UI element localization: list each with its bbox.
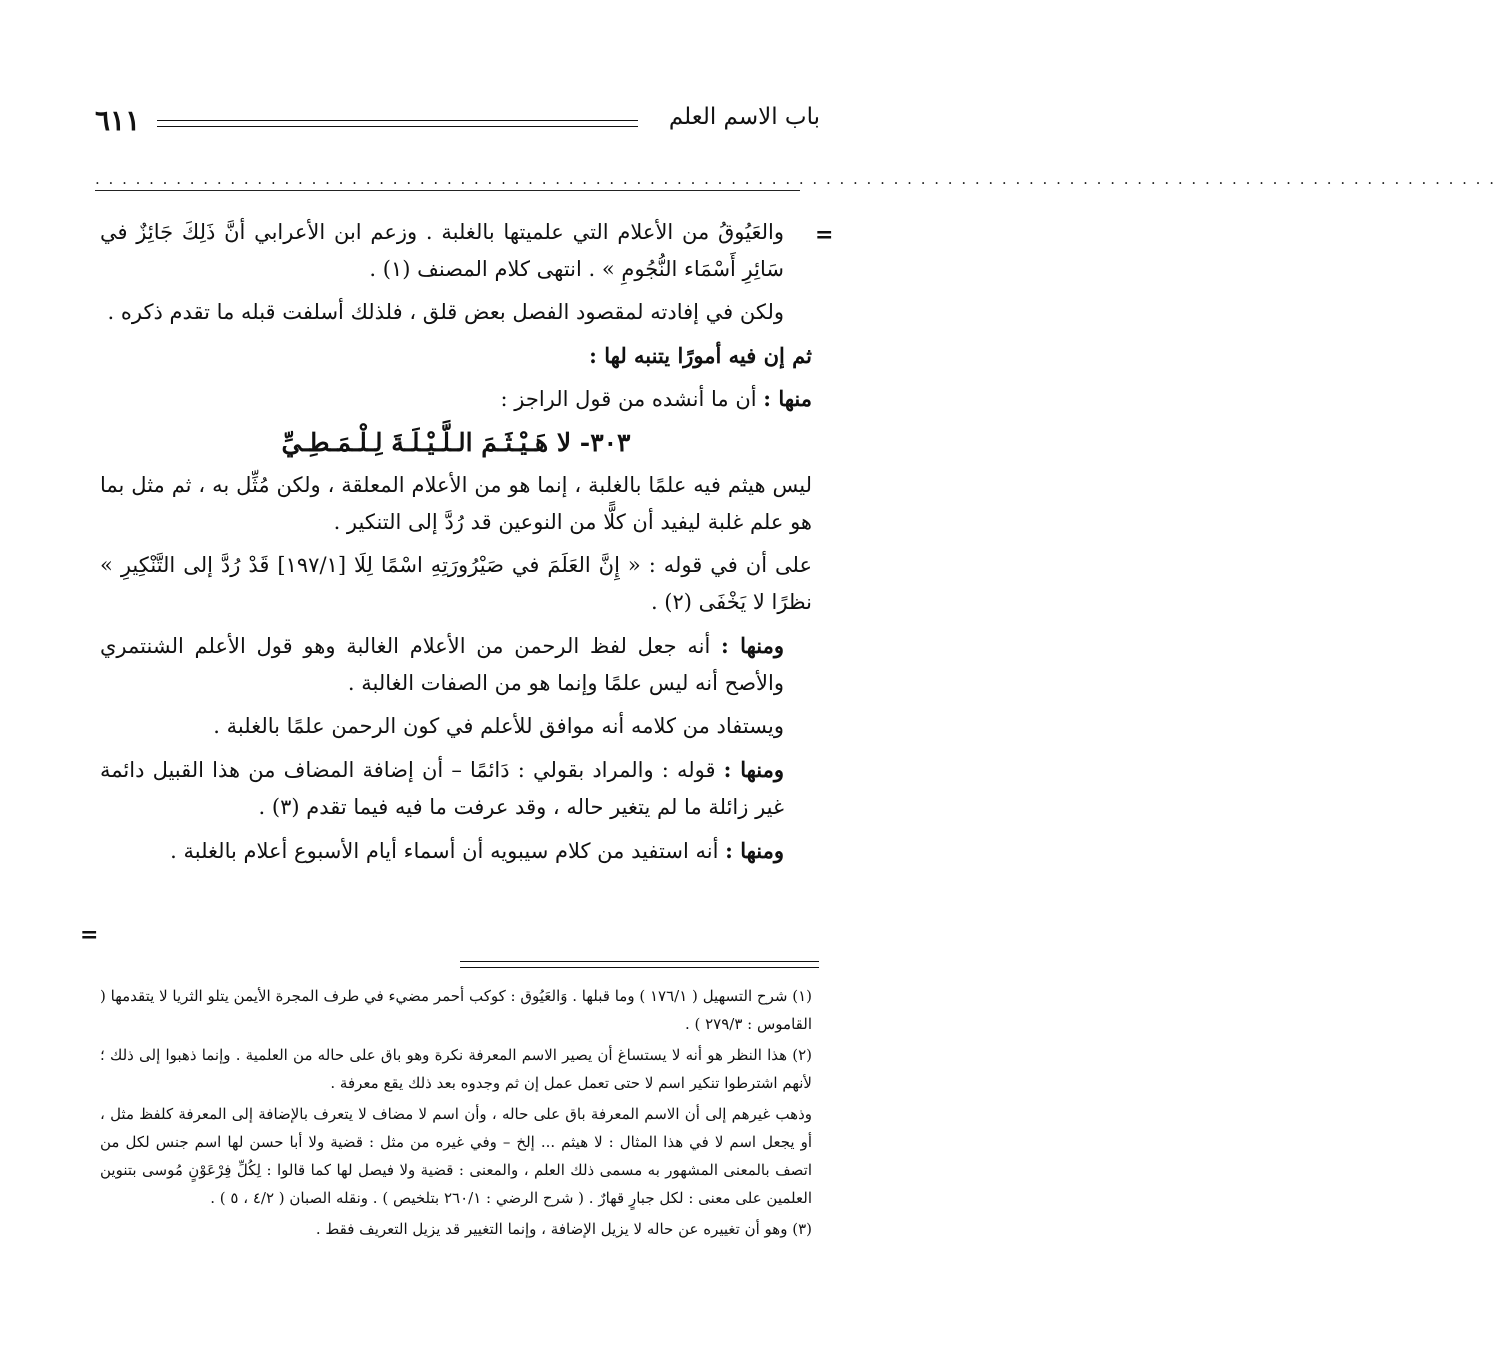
paragraph: ليس هيثم فيه علمًا بالغلبة ، إنما هو من الأعلام المعلقة ، ولكن مُثِّل به ، ثم مثل بما هو علم غلبة ليفيد أن كلًّا من النوعين قد رُدَّ إلى التنكير . xyxy=(100,473,812,534)
paragraph: على أن في قوله : « إِنَّ العَلَمَ في صَيْرُورَتِهِ اسْمًا لِلَا [١٩٧/١] قَدْ رُدَّ إلى التَّنْكِيرِ » نظرًا لا يَخْفَى (٢) . xyxy=(100,553,812,614)
main-text xyxy=(100,214,812,876)
paragraph: ويستفاد من كلامه أنه موافق للأعلم في كون الرحمن علمًا بالغلبة . xyxy=(213,714,784,738)
separator-line xyxy=(95,190,800,191)
item-label: ومنها : xyxy=(723,757,785,782)
footnotes xyxy=(100,982,812,1246)
running-header xyxy=(95,100,820,144)
paragraph xyxy=(100,751,812,826)
item-text: أنه جعل لفظ الرحمن من الأعلام الغالبة وهو قول الأعلم الشنتمري والأصح أنه ليس علمًا وإنما هو من الصفات الغالبة . xyxy=(100,634,784,695)
item-label: ومنها : xyxy=(725,838,784,863)
footnote: (٢) هذا النظر هو أنه لا يستساغ أن يصير الاسم المعرفة نكرة وهو باق على حاله من العلمية . وإنما ذهبوا إلى ذلك ؛ لأنهم اشترطوا تنكير اسم لا حتى تعمل عمل إن ثم وجدوه بعد ذلك يقع معرفة . xyxy=(100,1046,812,1092)
footnote: (٣) وهو أن تغييره عن حاله لا يزيل الإضافة ، وإنما التغيير قد يزيل التعريف فقط . xyxy=(315,1220,812,1238)
paragraph: والعَيُوقُ من الأعلام التي علميتها بالغلبة . وزعم ابن الأعرابي أنَّ ذَلِكَ جَائِزٌ في سَائِرِ أَسْمَاء النُّجُومِ » . انتهى كلام المصنف (١) . xyxy=(100,220,784,281)
item-text: قوله : والمراد بقولي : دَائمًا – أن إضافة المضاف من هذا القبيل دائمة غير زائلة ما لم يتغير حاله ، وقد عرفت ما فيه فيما تقدم (٣) . xyxy=(100,758,784,819)
continuation-mark-bottom: = xyxy=(80,922,99,948)
footnote-rule-double xyxy=(460,967,819,968)
item-label: منها : xyxy=(763,386,812,411)
verse-line: ٣٠٣- لا هَـيْـثَـمَ الـلَّـيْـلَـةَ لِـلْـمَـطِـيِّ xyxy=(281,428,631,457)
paragraph xyxy=(100,627,812,702)
paragraph xyxy=(100,380,812,418)
paragraph xyxy=(100,832,812,870)
page-number: ٦١١ xyxy=(95,104,141,137)
footnote: وذهب غيرهم إلى أن الاسم المعرفة باق على حاله ، وأن اسم لا مضاف لا يتعرف بالإضافة إلى المعرفة كلفظ مثل ، أو يجعل اسم لا في هذا المثال : لا هيثم ... إلخ – وفي غيره من مثل : قضية ولا أبا حسن لها اسم جنس لكل من اتصف بالمعنى المشهور به مسمى ذلك العلم ، والمعنى : قضية ولا فيصل لها كما قالوا : لِكُلِّ فِرْعَوْنٍ مُوسى بتنوين العلمين على معنى : لكل جبارٍ قهارٌ . ( شرح الرضي : ٢٦٠/١ بتلخيص ) . ونقله الصبان ( ٤/٢ ، ٥ ) . xyxy=(100,1105,812,1207)
header-rule-double xyxy=(157,126,638,127)
item-label: ومنها : xyxy=(721,633,784,658)
footnote: (١) شرح التسهيل ( ١٧٦/١ ) وما قبلها . وَالعَيُوق : كوكب أحمر مضيء في طرف المجرة الأيمن يتلو الثريا لا يتقدمها ( القاموس : ٢٧٩/٣ ) . xyxy=(100,987,812,1033)
item-text: أنه استفيد من كلام سيبويه أن أسماء أيام الأسبوع أعلام بالغلبة . xyxy=(170,839,719,863)
footnote-rule xyxy=(460,961,819,962)
paragraph-heading: ثم إن فيه أمورًا يتنبه لها : xyxy=(589,343,812,368)
chapter-title: باب الاسم العلم xyxy=(668,104,820,130)
header-rule xyxy=(157,120,638,121)
continuation-mark-top: = xyxy=(815,222,834,248)
dotted-separator: . . . . . . . . . . . . . . . . . . . . . . . . . . . . . . . . . . . . . . . . . . . . . . . . . . . . . . . . . . . . . . . . . . . . . . . . . . . . . . . . . . . . . . . . . . . . . . . . . . . . . . . . xyxy=(95,170,1496,188)
item-text: أن ما أنشده من قول الراجز : xyxy=(500,387,757,411)
paragraph: ولكن في إفادته لمقصود الفصل بعض قلق ، فلذلك أسلفت قبله ما تقدم ذكره . xyxy=(107,300,784,324)
